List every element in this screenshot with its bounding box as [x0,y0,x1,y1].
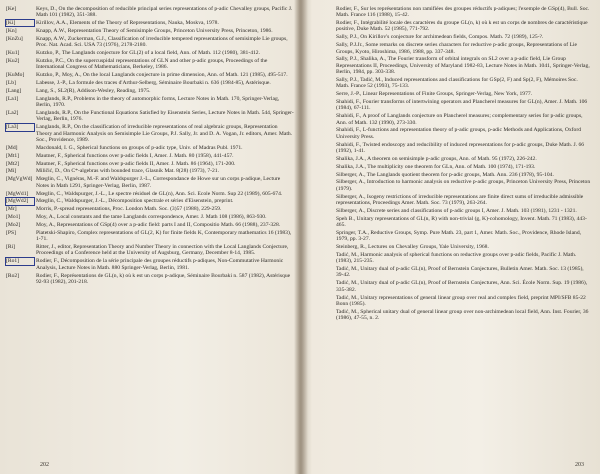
reference-key: [Ro2] [6,272,20,279]
reference-text: Sally, P.J., Shalika, A., The Fourier transform of orbital integrals on SL2 over a p-adic field, Lie Group Representations II, Proceedings, University of Maryland 1982-83, Lecture Notes in Math. 1041, Springer-Verlag, Berlin, 1984, pp. 303-338. [336,56,590,76]
reference-text: Silberger, A., Discrete series and classifications of p-adic groups I, Amer. J. Math. 103 (1981), 1231 - 1321. [336,207,577,214]
reference-text: Morris, P.-spread representations, Proc. London Math. Soc. (3)57 (1988), 229-259. [36,206,222,213]
reference-entry [302,113,600,126]
reference-entry [0,88,300,94]
left-page-number: 202 [40,462,49,468]
reference-entry [302,99,600,112]
reference-key: [Lb] [6,80,16,87]
reference-entry [302,91,600,97]
reference-entry [0,80,300,86]
reference-key: [Ri] [6,244,16,251]
reference-entry [302,164,600,170]
reference-entry [302,20,600,33]
reference-key: [Mt1] [6,152,20,159]
reference-text: Sally, P.J.Jr., Some remarks on discrete series characters for reductive p-adic groups, Representations of Lie Groups, Kyoto, Hiroshima, 1986, 1988, pp. 337-348. [336,42,578,55]
reference-entry [302,208,600,214]
reference-text: Tadić, M., Unitary representations of general linear group over real and complex field, preprint MPI/SFB 85-22 Bonn (1985). [336,294,586,307]
reference-key: [Lang] [6,88,22,95]
reference-entry [302,194,600,207]
reference-text: Labesse, J.-P., La formule des traces d'Arthur-Selberg, Séminaire Bourbaki n. 636 (1984-85), Astérisque. [36,80,271,87]
reference-text: Moy, A., Representations of GSp(4) over a p-adic field: parts I and II, Compositio Math. 66 (1988), 237-328. [36,222,281,229]
right-page [302,0,600,474]
reference-entry [0,110,300,123]
reference-entry [0,72,300,78]
reference-entry [0,191,300,197]
reference-text: Kutzko, P.C., On the supercuspidal representations of GLN and other p-adic groups, Proceedings of the International Congress of Mathematicians, Berkeley, 1986. [36,58,268,71]
reference-entry [0,36,300,49]
reference-entry [302,172,600,178]
reference-key: [Md] [6,144,18,151]
reference-key: [Ku2] [6,58,20,65]
left-bibliography-list [0,6,300,287]
reference-key: [Mo1] [6,214,21,221]
reference-entry [302,127,600,140]
reference-text: Langlands, R.P., On the Functional Equations Satisfied by Eisenstein Series, Lecture Notes in Math. 544, Springer-Verlag, Berlin, 1976. [36,110,294,123]
reference-text: Mœglin, C., Waldspurger, J.-L., Décomposition spectrale et séries d'Eisenstein, preprint. [36,198,234,205]
reference-text: Mœglin, C., Waldspurger, J.-L., Le spectre résiduel de GL(n), Ann. Sci. Ecole Norm. Sup 22 (1989), 605-674. [36,190,283,197]
reference-entry [302,244,600,250]
reference-entry [0,96,300,109]
reference-entry [302,216,600,229]
reference-entry [0,6,300,19]
reference-key: [La3] [6,124,34,130]
reference-key: [Mo2] [6,222,21,229]
reference-text: Moy, A., Local constants and the tame Langlands correspondence, Amer. J. Math 108 (1986), 863-930. [36,214,267,221]
reference-text: Silberger, A., Introduction to harmonic analysis on reductive p-adic groups, Princeton University Press, Princeton (1979). [336,179,591,192]
reference-key: [Kn] [6,28,17,35]
reference-entry [0,198,300,204]
reference-entry [302,309,600,322]
reference-entry [0,222,300,228]
reference-text: Ritter, J., editor, Representation Theory and Number Theory in connection with the Local Langlands Conjecture, Proceedings of a Conference held at the University of Augsburg, Germany, December 8-14, 1985. [36,244,289,257]
reference-text: Steinberg, R., Lectures on Chevalley Groups, Yale University, 1968. [336,244,489,251]
right-bibliography-list [302,6,600,323]
reference-key: [KnZu] [6,35,23,42]
reference-text: Tadić, M., Unitary dual of p-adic GL(n), Proof of Bernstein Conjectures, Ann. Sci. École Norm. Sup. 19 (1986), 335-382. [336,280,588,293]
reference-text: Langlands, R.P., Problems in the theory of automorphic forms, Lecture Notes in Math. 170, Springer-Verlag, Berlin, 1970. [36,95,280,109]
reference-entry [302,295,600,308]
reference-text: Miličić, D., On C*-algebras with bounded trace, Glasnik Mat. 8(28) (1973), 7-21. [36,168,219,175]
reference-text: Piatetski-Shapiro, Complex representations of GL(2, K) for finite fields K, Contemporary mathematics 16 (1983), 1-71. [36,229,292,243]
reference-entry [0,273,300,286]
reference-text: Rodier, F., Représentations de GL(n, k) où k est un corps p-adique, Séminaire Bourbaki n. 587 (1982), Astérisque 92-93 (1982), 201-218. [36,272,291,285]
reference-entry [302,42,600,55]
reference-text: Lang, S., SL2(R), Addison-Wesley, Reading, 1975. [36,88,151,95]
reference-entry [302,230,600,243]
reference-text: Sally, P.J., Tadić, M., Induced representations and classifications for GSp(2, F) and Sp(2, F), Mémoires Soc. Math. France 52 (1993), 75-133. [336,76,578,90]
reference-entry [302,179,600,192]
right-page-number: 203 [575,462,584,468]
reference-entry [0,258,300,271]
reference-key: [Ki] [6,20,34,26]
reference-entry [0,145,300,151]
reference-text: Shahidi, F., L-functions and representation theory of p-adic groups, p-adic Methods and Applications, Oxford University Press. [336,127,582,140]
reference-text: Tadić, M., Unitary dual of p-adic GL(n), Proof of Bernstein Conjectures, Bulletin Amer. Math. Soc. 13 (1985), 39-42. [336,266,584,279]
reference-text: Kutzko, P., Moy, A., On the local Langlands conjecture in prime dimension, Ann. of Math. 121 (1985), 495-517. [36,72,288,79]
reference-text: Springer, T.A., Reductive Groups, Symp. Pure Math. 23, part 1, Amer. Math. Soc., Providence, Rhode Island, 1979, pp. 3-27. [336,229,582,243]
reference-text: Mautner, F., Spherical functions over p-adic fields II, Amer. J. Math. 86 (1964), 171-200. [36,160,236,167]
reference-text: Silberger, A., Isogeny restrictions of irreducible representations are finite direct sums of irreducible admissible representations, Proceedings Amer. Math. Soc. 73 (1979), 263-264. [336,193,584,206]
reference-entry [0,20,300,26]
reference-text: Rodier, F., Intégrabilité locale des caractères du groupe GL(n, k) où k est un corps de nombres de caractéristique positive, Duke Math. 52 (1985), 771-792. [336,20,588,33]
reference-key: [KuMo] [6,72,25,79]
reference-key: [PS] [6,229,16,236]
reference-text: Serre, J.-P., Linear Representations of Finite Groups, Springer-Verlag, New York, 1977. [336,91,533,98]
reference-entry [302,280,600,293]
reference-entry [0,244,300,257]
reference-entry [0,230,300,243]
reference-text: Silberger, A., The Langlands quotient theorem for p-adic groups, Math. Ann. 236 (1978), 95-104. [336,171,554,178]
reference-key: [Mr] [6,206,17,213]
reference-entry [302,6,600,19]
reference-text: Langlands, R.P., On the classification of irreducible representations of real algebraic groups, Representation Theory and Harmonic Analysis on Semisimple Lie Groups, P.J. Sally, Jr. and D. A. Vogan, Jr. editors, Amer. Math. Soc., Providence, 1989. [36,124,293,143]
reference-key: [Mt2] [6,160,20,167]
reference-entry [302,266,600,279]
reference-text: Kutzko, P., The Langlands conjecture for GL(2) of a local field, Ann. of Math. 112 (1980), 381-412. [36,50,261,57]
reference-key: [Ro1] [6,258,34,264]
reference-text: Mautner, F., Spherical functions over p-adic fields I, Amer. J. Math. 80 (1958), 441-457. [36,152,234,159]
reference-entry [302,142,600,155]
reference-key: [Ke] [6,6,17,12]
reference-entry [302,34,600,40]
reference-entry [0,58,300,71]
reference-text: Macdonald, I. G., Spherical functions on groups of p-adic type, Univ. of Madras Publ. 1971. [36,144,243,151]
reference-entry [302,77,600,90]
reference-key: [La2] [6,110,19,117]
reference-text: Shalika, J.A., A theorem on semisimple p-adic groups, Ann. of Math. 95 (1972), 226-242. [336,155,537,162]
reference-text: Keys, D., On the decomposition of reducible principal series representations of p-adic Chevalley groups, Pacific J. Math 101 (1982), 351-388. [36,6,293,19]
reference-text: Kirillov, A.A., Elements of the Theory of Representations, Nauka, Moskva, 1978. [36,20,219,27]
reference-entry [0,214,300,220]
reference-entry [0,206,300,212]
reference-key: [MgWd2] [6,198,34,204]
reference-text: Tadić, M., Harmonic analysis of spherical functions on reductive groups over p-adic fields, Pacific J. Math. (1983), 215-235. [336,251,577,265]
reference-text: Shahidi, F., Fourier transforms of intertwining operators and Plancherel measures for GL(n), Amer. J. Math. 106 (1984), 67-111. [336,99,588,112]
reference-text: Mœglin, C., Vignéras, M.-F. and Waldspurger J.-L., Correspondance de Howe sur un corps p-adique, Lecture Notes in Math 1291, Springer-Verlag, Berlin, 1987. [36,176,281,189]
reference-entry [302,56,600,75]
reference-entry [302,252,600,265]
reference-text: Knapp, A.W., Representation Theory of Semisimple Groups, Princeton University Press, Princeton, 1986. [36,28,273,35]
reference-key: [MgVgWd] [6,176,33,183]
reference-entry [0,153,300,159]
reference-text: Tadić, M., Spherical unitary dual of general linear group over non-archimedean local field, Ann. Inst. Fourier, 36 (1986), 47-55, n. 2. [336,308,589,322]
reference-text: Knapp, A.W., Zuckerman, G.J., Classification of irreducible tempered representations of semisimple Lie groups, Proc. Nat. Acad. Sci. USA 73 (1976), 2178-2180. [36,35,288,49]
reference-entry [0,124,300,143]
reference-key: [Mi] [6,168,17,175]
reference-text: Speh B., Unitary representations of GL(n, R) with non-trivial (g, K)-cohomology, Invent. Math. 71 (1983), 443-465. [336,215,587,228]
reference-key: [Ku1] [6,50,20,57]
reference-entry [0,168,300,174]
reference-entry [0,161,300,167]
reference-entry [0,50,300,56]
reference-text: Rodier, F., Décomposition de la série principale des groupes réductifs p-adiques, Non-Commutative Harmonic Analysis, Lecture Notes in Math. 880 Springer-Verlag, Berlin, 1981. [36,258,284,271]
reference-entry [302,156,600,162]
reference-text: Shalika, J.A., The multiplicity one theorem for GLn, Ann. of Math. 100 (1974), 171-193. [336,163,536,170]
reference-text: Rodier, F., Sur les représentations non ramifiées des groupes réductifs p-adiques; l'exemple de GSp(4), Bull. Soc. Math. France 116 (1988), 15-42. [336,6,590,19]
reference-text: Shahidi, F., A proof of Langlands conjecture on Plancherel measures; complementary series for p-adic groups, Ann. of Math. 132 (1990), 273-330. [336,113,583,126]
reference-key: [MgWd1] [6,190,29,197]
reference-text: Shahidi, F., Twisted endoscopy and reducibility of induced representations for p-adic groups, Duke Math. J. 66 (1992), 1-41. [336,141,585,154]
reference-entry [0,28,300,34]
reference-key: [La1] [6,95,19,102]
reference-text: Sally, P.J., On Kirillov's conjecture for archimedean fields, Compos. Math. 72 (1989), 125-?. [336,34,544,41]
reference-entry [0,176,300,189]
